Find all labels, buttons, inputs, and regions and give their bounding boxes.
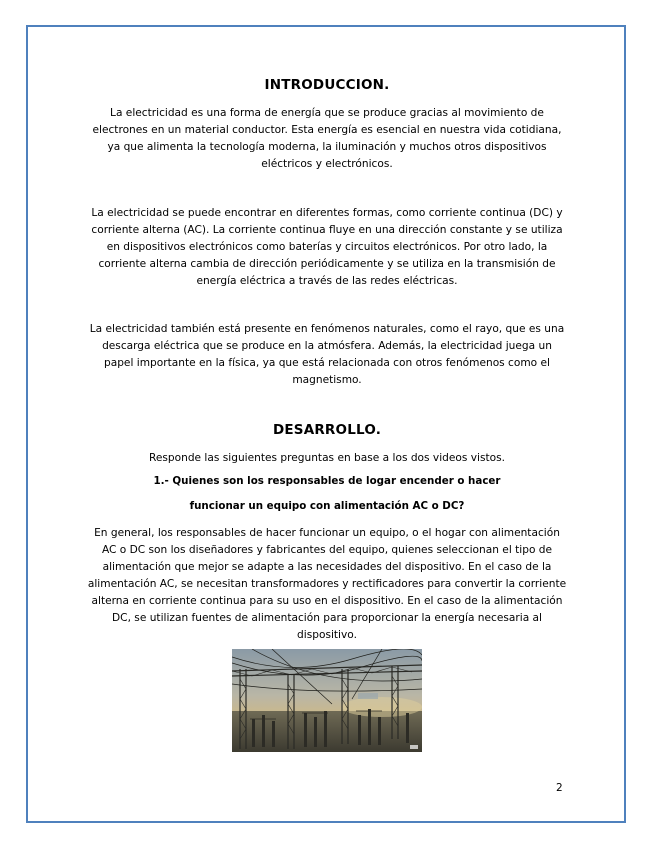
answer-paragraph: En general, los responsables de hacer funcionar un equipo, o el hogar con alimentación AC o DC son los diseñadores y fabricantes del equipo, quienes seleccionan el tipo de alimentación que mejor se adapte a las necesidades del dispositivo. En el caso de la alimentación AC, se necesitan transformadores y rectificadores para convertir la corriente alterna en corriente continua para su uso en el dispositivo. En el caso de la alimentación DC, se utilizan fuentes de alimentación para proporcionar la energía necesaria al dispositivo. xyxy=(87,527,567,641)
intro-paragraph-2: La electricidad se puede encontrar en diferentes formas, como corriente continua (DC) y corriente alterna (AC). La corriente continua fluye en una dirección constante y se utiliza en dispositivos electrónicos como baterías y circuitos electrónicos. Por otro lado, la corriente alterna cambia de dirección periódicamente y se utiliza en la transmisión de energía eléctrica a través de las redes eléctricas. xyxy=(91,207,563,287)
substation-photo xyxy=(232,649,422,752)
introduction-title: INTRODUCCION. xyxy=(264,77,390,93)
question-1-line-2: funcionar un equipo con alimentación AC o DC? xyxy=(189,500,465,512)
intro-paragraph-3: La electricidad también está presente en fenómenos naturales, como el rayo, que es una descarga eléctrica que se produce en la atmósfera. Además, la electricidad juega un papel importante en la física, ya que está relacionada con otros fenómenos como el magnetismo. xyxy=(89,323,565,386)
development-title: DESARROLLO. xyxy=(272,422,382,438)
page-number: 2 xyxy=(556,782,563,794)
question-1-line-1: 1.- Quienes son los responsables de logar encender o hacer xyxy=(153,475,501,487)
intro-paragraph-1: La electricidad es una forma de energía que se produce gracias al movimiento de electrones en un material conductor. Esta energía es esencial en nuestra vida cotidiana, ya que alimenta la tecnología moderna, la iluminación y muchos otros dispositivos eléctricos y electrónicos. xyxy=(92,107,562,170)
development-instruction: Responde las siguientes preguntas en base a los dos videos vistos. xyxy=(148,452,506,464)
